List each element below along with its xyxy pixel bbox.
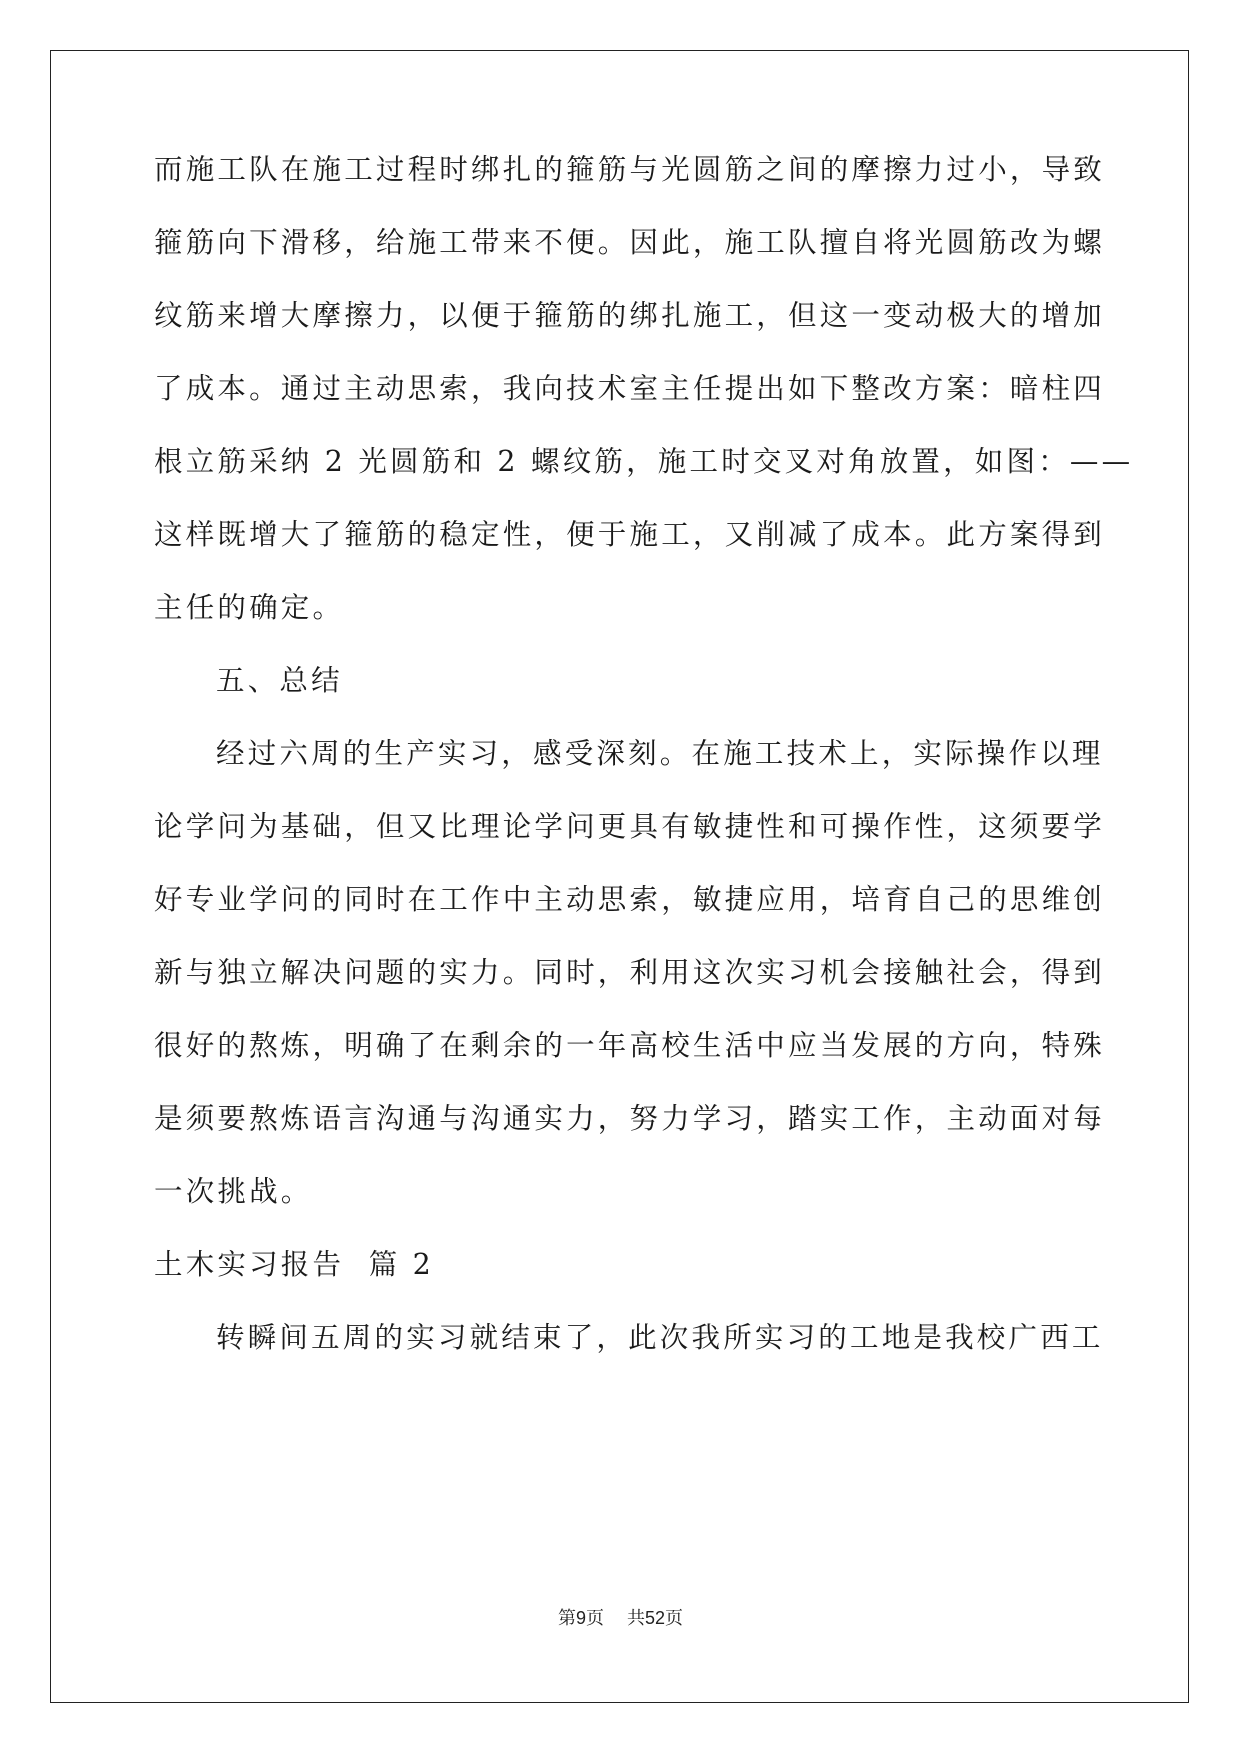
paragraph-2-line-7: 一次挑战。 [154,1175,313,1208]
paragraph-1-line-5: 根立筋采纳 2 光圆筋和 2 螺纹筋，施工时交叉对角放置，如图：—— [154,445,1134,478]
footer-page-suffix: 页 [586,1608,605,1629]
footer-page-prefix: 第 [558,1608,577,1629]
footer-total-prefix: 共 [626,1608,645,1629]
paragraph-2-line-6: 是须要熬炼语言沟通与沟通实力，努力学习，踏实工作，主动面对每 [154,1102,1106,1135]
paragraph-2-line-2: 论学问为基础，但又比理论学问更具有敏捷性和可操作性，这须要学 [154,810,1106,843]
footer-total-suffix: 页 [664,1608,683,1629]
paragraph-2-line-3: 好专业学问的同时在工作中主动思索，敏捷应用，培育自己的思维创 [154,883,1106,916]
paragraph-1-line-4: 了成本。通过主动思索，我向技术室主任提出如下整改方案：暗柱四 [154,372,1106,405]
footer-page-number: 9 [576,1608,587,1628]
footer-total-pages: 52 [644,1608,665,1628]
paragraph-2-line-1: 经过六周的生产实习，感受深刻。在施工技术上，实际操作以理 [216,737,1104,770]
article-title: 土木实习报告 篇 2 [154,1248,435,1281]
paragraph-3-line-1: 转瞬间五周的实习就结束了，此次我所实习的工地是我校广西工 [216,1321,1104,1354]
paragraph-2-line-4: 新与独立解决问题的实力。同时，利用这次实习机会接触社会，得到 [154,956,1106,989]
paragraph-1-line-3: 纹筋来增大摩擦力，以便于箍筋的绑扎施工，但这一变动极大的增加 [154,299,1106,332]
page-footer [0,1604,1241,1630]
paragraph-2-line-5: 很好的熬炼，明确了在剩余的一年高校生活中应当发展的方向，特殊 [154,1029,1106,1062]
paragraph-1-line-1: 而施工队在施工过程时绑扎的箍筋与光圆筋之间的摩擦力过小，导致 [154,153,1106,186]
paragraph-1-line-7: 主任的确定。 [154,591,345,624]
section-heading: 五、总结 [216,664,343,697]
paragraph-1-line-2: 箍筋向下滑移，给施工带来不便。因此，施工队擅自将光圆筋改为螺 [154,226,1106,259]
paragraph-1-line-6: 这样既增大了箍筋的稳定性，便于施工，又削减了成本。此方案得到 [154,518,1106,551]
